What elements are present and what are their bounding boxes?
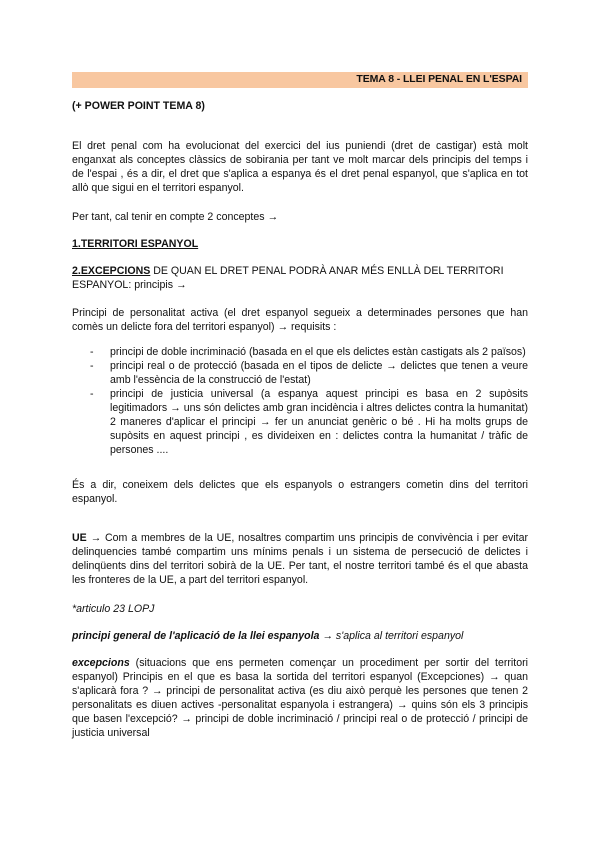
- ue-paragraph: [72, 531, 528, 587]
- summary-paragraph: És a dir, coneixem dels delictes que els espanyols o estrangers cometin dins del territori espanyol.: [72, 479, 528, 505]
- list-item: - principi de justicia universal (a espanya aquest principi es basa en 2 supòsits legitimadors → uns són delictes amb gran incidència i altres delictes contra la humanitat) 2 maneres d'aplicar el principi → fer un anunciat genèric o bé . Hi ha molts grups de supòsits en aquest principi , es divideixen en : delictes contra la humanitat / tràfic de persones ....: [72, 387, 528, 457]
- ue-text: → Com a membres de la UE, nosaltres compartim uns principis de convivència i per evitar delinquencies també compartim uns mínims penals i un sistema de persecució de delictes i delinqüents dins del territori sobirà de la UE. Per tant, el nostre territori també és el que abasta les fronteres de la UE, a part del territori espanyol.: [72, 532, 528, 586]
- list-item: - principi real o de protecció (basada en el tipos de delicte → delictes que tenen a veure amb l'essència de la construcció de l'estat): [72, 359, 528, 387]
- document-title: TEMA 8 - LLEI PENAL EN L'ESPAI: [356, 73, 522, 85]
- exceptions-paragraph: [72, 656, 528, 740]
- requirements-list-wrapper: [72, 345, 528, 457]
- exceptions-text: (situacions que ens permeten començar un procediment per sortir del territori espanyol) Principis en el que es basa la sortida del territori espanyol (Excepciones) → quan s'aplicarà fora ? → principi de personalitat activa (es diu això perquè les persones que tenen 2 personalitats es diuen actives -personalitat espanyola i estrangera) → quins són els 3 principis que basen l'excepció? → principi de doble incriminació / principi real o de protecció / principi de justicia universal: [72, 657, 528, 739]
- general-principle-label: principi general de l'aplicació de la llei espanyola: [72, 630, 320, 642]
- section-heading-territori: 1.TERRITORI ESPANYOL: [72, 238, 199, 250]
- article-reference: *articulo 23 LOPJ: [72, 603, 155, 615]
- intro-paragraph: El dret penal com ha evolucionat del exercici del ius puniendi (dret de castigar) està molt enganxat als conceptes clàssics de sobirania per tant ve molt marcar dels principis del temps i de l'espai , és a dir, el dret que s'aplica a espanya és el dret penal espanyol, que s'aplica en tot allò que sigui en el territori espanyol.: [72, 140, 528, 194]
- section-exceptions-text: DE QUAN EL DRET PENAL PODRÀ ANAR MÉS ENLLÀ DEL TERRITORI ESPANYOL: principis →: [72, 265, 504, 291]
- concepts-line: Per tant, cal tenir en compte 2 conceptes →: [72, 211, 279, 223]
- ue-label: UE: [72, 532, 87, 544]
- requirements-list: [72, 345, 528, 457]
- section-exceptions: [72, 264, 528, 292]
- title-bar: [72, 72, 528, 88]
- power-point-note: (+ POWER POINT TEMA 8): [72, 100, 205, 112]
- active-personality-paragraph: Principi de personalitat activa (el dret espanyol segueix a determinades persones que han comès un delicte fora del territori espanyol) → requisits :: [72, 307, 528, 333]
- section-heading-excepcions: 2.EXCEPCIONS: [72, 265, 151, 277]
- general-principle-text: → s'aplica al territori espanyol: [319, 630, 464, 642]
- general-principle-line: [72, 629, 528, 643]
- list-item: - principi de doble incriminació (basada en el que els delictes estàn castigats als 2 països): [72, 345, 528, 359]
- exceptions-label: excepcions: [72, 657, 130, 669]
